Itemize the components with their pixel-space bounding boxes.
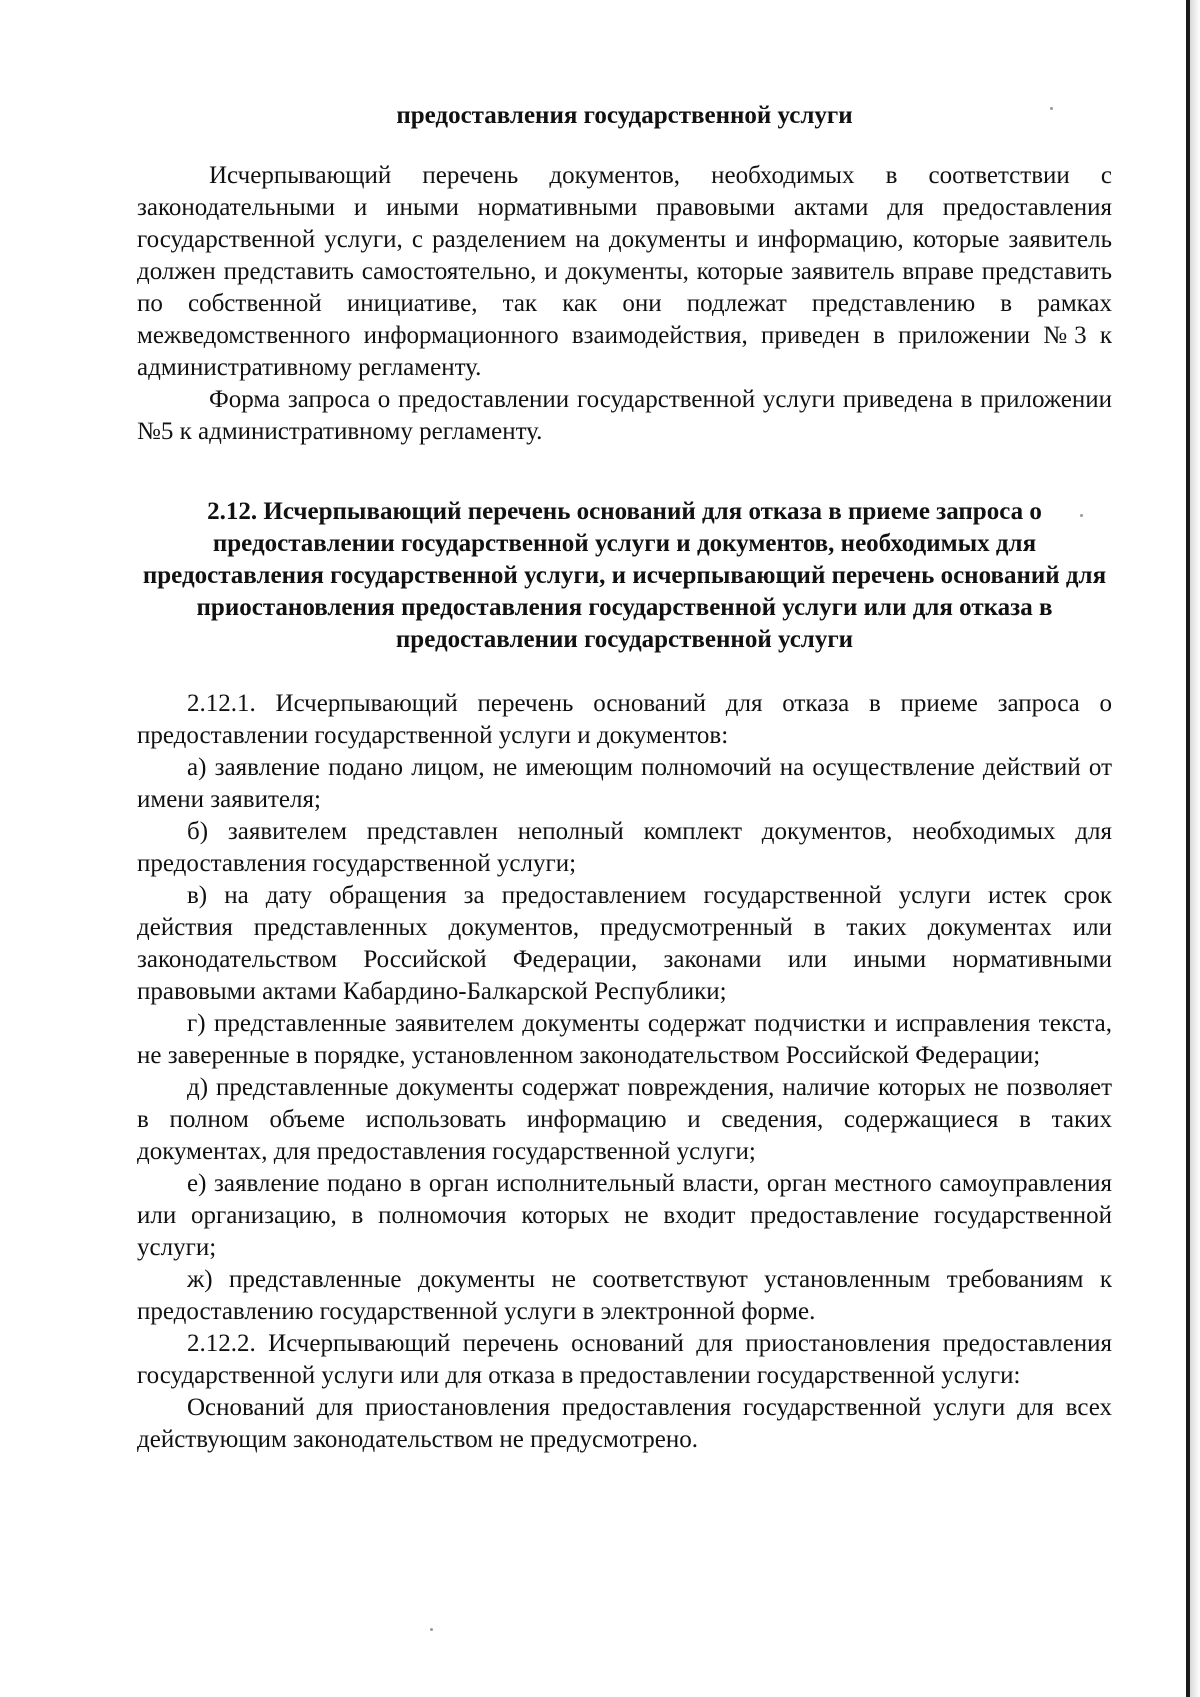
list-item-d: д) представленные документы содержат повреждения, наличие которых не позволяет в полном объеме использовать информацию и сведения, содержащиеся в таких документах, для предоставления государственной услуги; — [137, 1074, 1112, 1165]
paragraph-2-12-2: 2.12.2. Исчерпывающий перечень оснований для приостановления предоставления государственной услуги или для отказа в предоставлении государственной услуги: — [137, 1330, 1112, 1389]
list-item-e: е) заявление подано в орган исполнительный власти, орган местного самоуправления или организацию, в полномочия которых не входит предоставление государственной услуги; — [137, 1170, 1112, 1261]
list-item-g: г) представленные заявителем документы содержат подчистки и исправления текста, не заверенные в порядке, установленном законодательством Российской Федерации; — [137, 1010, 1112, 1069]
scan-edge-shadow — [1190, 0, 1200, 1697]
title-line: предоставления государственной услуги — [396, 102, 853, 129]
document-body — [137, 100, 1112, 1456]
list-item-v: в) на дату обращения за предоставлением государственной услуги истек срок действия представленных документов, предусмотренный в таких документах или законодательством Российской Федерации, законами или иными нормативными правовыми актами Кабардино-Балкарской Республики; — [137, 882, 1112, 1005]
list-item-a: а) заявление подано лицом, не имеющим полномочий на осуществление действий от имени заявителя; — [137, 754, 1112, 813]
list-item-b: б) заявителем представлен неполный комплект документов, необходимых для предоставления государственной услуги; — [137, 818, 1112, 877]
paragraph-2-12-1: 2.12.1. Исчерпывающий перечень оснований для отказа в приеме запроса о предоставлении государственной услуги и документов: — [137, 690, 1112, 749]
paragraph-final: Оснований для приостановления предоставления государственной услуги для всех действующим законодательством не предусмотрено. — [137, 1394, 1112, 1453]
list-item-zh: ж) представленные документы не соответствуют установленным требованиям к предоставлению государственной услуги в электронной форме. — [137, 1266, 1112, 1325]
scan-speck — [430, 1628, 433, 1631]
section-heading-2-12: 2.12. Исчерпывающий перечень оснований для отказа в приеме запроса о предоставлении государственной услуги и документов, необходимых для предоставления государственной услуги, и исчерпывающий перечень оснований для приостановления предоставления государственной услуги или для отказа в предоставлении государственной услуги — [142, 498, 1107, 653]
paragraph-documents-list: Исчерпывающий перечень документов, необходимых в соответствии с законодательными и иными нормативными правовыми актами для предоставления государственной услуги, с разделением на документы и информацию, которые заявитель должен представить самостоятельно, и документы, которые заявитель вправе представить по собственной инициативе, так как они подлежат представлению в рамках межведомственного информационного взаимодействия, приведен в приложении №3 к административному регламенту. — [137, 162, 1112, 381]
paragraph-request-form: Форма запроса о предоставлении государственной услуги приведена в приложении №5 к административному регламенту. — [137, 386, 1112, 445]
